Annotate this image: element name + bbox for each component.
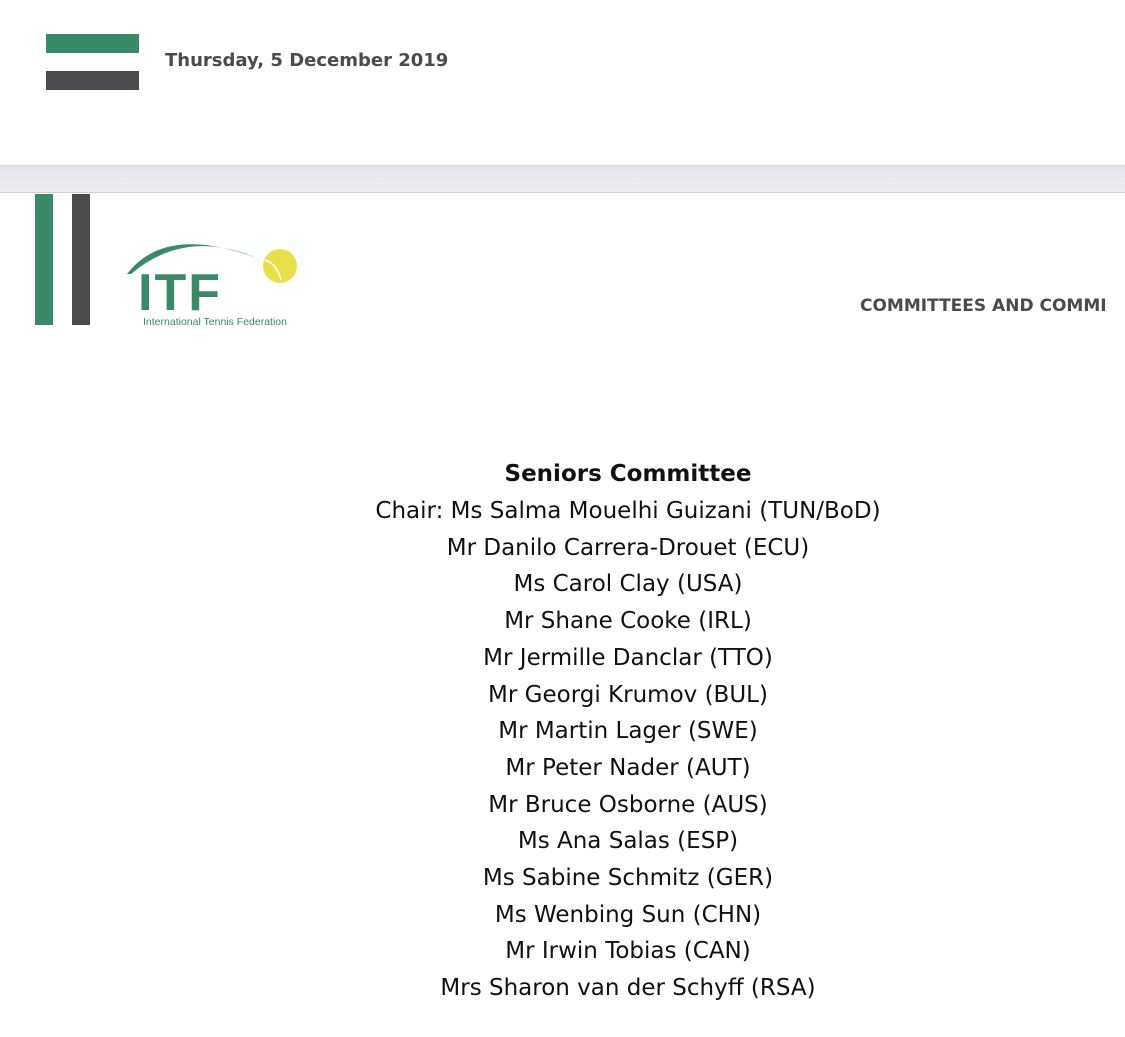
brand-bars	[35, 194, 91, 325]
committee-member: Ms Ana Salas (ESP)	[517, 828, 739, 855]
committee-member: Mr Jermille Danclar (TTO)	[483, 644, 773, 671]
committee-member: Mr Peter Nader (AUT)	[505, 754, 751, 781]
menu-icon[interactable]	[46, 34, 139, 90]
committee-member: Mr Georgi Krumov (BUL)	[488, 681, 768, 708]
committee-chair: Chair: Ms Salma Mouelhi Guizani (TUN/BoD)	[375, 498, 881, 524]
committee-member: Mrs Sharon van der Schyff (RSA)	[440, 975, 816, 1002]
committee-member: Ms Carol Clay (USA)	[513, 571, 743, 598]
committee-section	[228, 456, 1028, 1007]
itf-logo	[125, 228, 305, 330]
committee-member: Mr Bruce Osborne (AUS)	[488, 791, 768, 818]
committee-member: Mr Shane Cooke (IRL)	[504, 608, 752, 635]
committee-member: Mr Martin Lager (SWE)	[498, 718, 758, 745]
committee-member: Mr Irwin Tobias (CAN)	[505, 938, 751, 965]
member-list	[228, 493, 1028, 1007]
section-title: COMMITTEES AND COMMI	[860, 296, 1107, 316]
logo-subtitle: International Tennis Federation	[143, 316, 287, 328]
committee-title: Seniors Committee	[504, 461, 752, 487]
committee-member: Ms Wenbing Sun (CHN)	[494, 901, 762, 928]
committee-member: Mr Danilo Carrera-Drouet (ECU)	[446, 534, 810, 561]
logo-text: ITF	[138, 264, 222, 322]
divider-band	[0, 165, 1125, 193]
committee-member: Ms Sabine Schmitz (GER)	[482, 865, 774, 892]
date-label: Thursday, 5 December 2019	[165, 50, 449, 71]
